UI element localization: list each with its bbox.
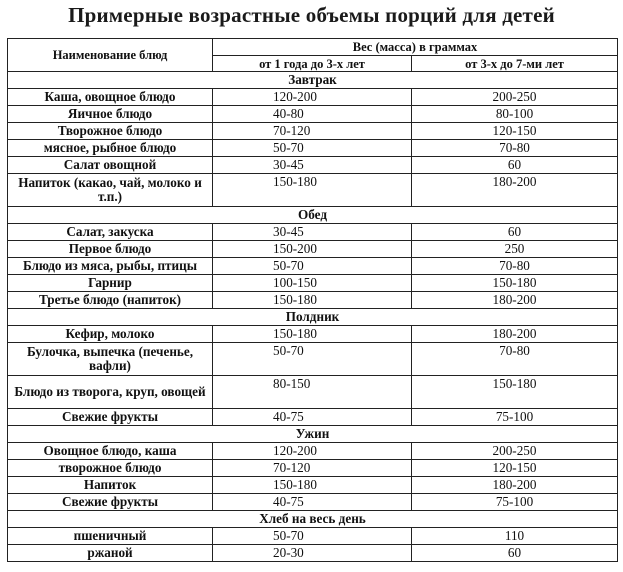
age-3-7-cell: 80-100 [412, 106, 618, 123]
dish-name-cell: Кефир, молоко [8, 326, 213, 343]
age-3-7-cell: 180-200 [412, 174, 618, 207]
dish-name-cell: Гарнир [8, 275, 213, 292]
dish-name-cell: Блюдо из творога, круп, овощей [8, 376, 213, 409]
table-row [8, 174, 618, 207]
table-row [8, 275, 618, 292]
age-3-7-cell: 110 [412, 528, 618, 545]
dish-name-cell: Овощное блюдо, каша [8, 443, 213, 460]
table-header-row [8, 39, 618, 56]
table-row [8, 326, 618, 343]
age-3-7-cell: 60 [412, 224, 618, 241]
table-row [8, 241, 618, 258]
table-row [8, 106, 618, 123]
age-1-3-cell: 150-180 [213, 292, 412, 309]
age-3-7-cell: 70-80 [412, 343, 618, 376]
dish-name-cell: Напиток [8, 477, 213, 494]
dish-name-cell: Напиток (какао, чай, молоко и т.п.) [8, 174, 213, 207]
dish-name-cell: Первое блюдо [8, 241, 213, 258]
table-row [8, 224, 618, 241]
section-title: Завтрак [8, 72, 618, 89]
header-dish-name: Наименование блюд [8, 39, 213, 72]
table-row [8, 460, 618, 477]
document-title: Примерные возрастные объемы порций для детей [68, 3, 555, 27]
age-3-7-cell: 75-100 [412, 409, 618, 426]
section-title: Ужин [8, 426, 618, 443]
table-body [8, 72, 618, 562]
section-title: Хлеб на весь день [8, 511, 618, 528]
dish-name-cell: Третье блюдо (напиток) [8, 292, 213, 309]
dish-name-cell: Творожное блюдо [8, 123, 213, 140]
table-row [8, 258, 618, 275]
age-3-7-cell: 75-100 [412, 494, 618, 511]
age-1-3-cell: 70-120 [213, 460, 412, 477]
age-1-3-cell: 30-45 [213, 157, 412, 174]
age-3-7-cell: 120-150 [412, 123, 618, 140]
age-1-3-cell: 120-200 [213, 443, 412, 460]
age-1-3-cell: 50-70 [213, 343, 412, 376]
age-3-7-cell: 180-200 [412, 292, 618, 309]
section-row [8, 309, 618, 326]
table-row [8, 140, 618, 157]
table-row [8, 376, 618, 409]
portion-table [7, 38, 618, 562]
age-3-7-cell: 120-150 [412, 460, 618, 477]
dish-name-cell: Свежие фрукты [8, 494, 213, 511]
age-3-7-cell: 180-200 [412, 326, 618, 343]
dish-name-cell: пшеничный [8, 528, 213, 545]
age-1-3-cell: 50-70 [213, 140, 412, 157]
age-1-3-cell: 150-180 [213, 477, 412, 494]
section-row [8, 511, 618, 528]
age-3-7-cell: 200-250 [412, 89, 618, 106]
age-1-3-cell: 120-200 [213, 89, 412, 106]
dish-name-cell: Свежие фрукты [8, 409, 213, 426]
dish-name-cell: Яичное блюдо [8, 106, 213, 123]
table-row [8, 157, 618, 174]
table-row [8, 443, 618, 460]
age-1-3-cell: 30-45 [213, 224, 412, 241]
age-3-7-cell: 200-250 [412, 443, 618, 460]
age-3-7-cell: 60 [412, 157, 618, 174]
age-3-7-cell: 150-180 [412, 376, 618, 409]
table-row [8, 494, 618, 511]
table-row [8, 89, 618, 106]
section-row [8, 426, 618, 443]
table-row [8, 477, 618, 494]
age-1-3-cell: 150-180 [213, 326, 412, 343]
age-1-3-cell: 80-150 [213, 376, 412, 409]
section-title: Полдник [8, 309, 618, 326]
dish-name-cell: Булочка, выпечка (печенье, вафли) [8, 343, 213, 376]
age-1-3-cell: 70-120 [213, 123, 412, 140]
table-row [8, 123, 618, 140]
age-3-7-cell: 250 [412, 241, 618, 258]
header-age-1-3: от 1 года до 3-х лет [213, 56, 412, 72]
age-1-3-cell: 100-150 [213, 275, 412, 292]
age-3-7-cell: 150-180 [412, 275, 618, 292]
dish-name-cell: Блюдо из мяса, рыбы, птицы [8, 258, 213, 275]
dish-name-cell: Каша, овощное блюдо [8, 89, 213, 106]
dish-name-cell: творожное блюдо [8, 460, 213, 477]
age-3-7-cell: 180-200 [412, 477, 618, 494]
table-row [8, 292, 618, 309]
table-row [8, 545, 618, 562]
section-row [8, 207, 618, 224]
table-row [8, 528, 618, 545]
dish-name-cell: ржаной [8, 545, 213, 562]
age-1-3-cell: 150-200 [213, 241, 412, 258]
table-row [8, 343, 618, 376]
age-1-3-cell: 50-70 [213, 528, 412, 545]
age-1-3-cell: 40-75 [213, 409, 412, 426]
section-title: Обед [8, 207, 618, 224]
dish-name-cell: Салат, закуска [8, 224, 213, 241]
age-3-7-cell: 70-80 [412, 258, 618, 275]
dish-name-cell: Салат овощной [8, 157, 213, 174]
age-3-7-cell: 60 [412, 545, 618, 562]
age-1-3-cell: 40-75 [213, 494, 412, 511]
age-1-3-cell: 40-80 [213, 106, 412, 123]
dish-name-cell: мясное, рыбное блюдо [8, 140, 213, 157]
header-age-3-7: от 3-х до 7-ми лет [412, 56, 618, 72]
table-row [8, 409, 618, 426]
age-1-3-cell: 150-180 [213, 174, 412, 207]
age-1-3-cell: 50-70 [213, 258, 412, 275]
section-row [8, 72, 618, 89]
age-3-7-cell: 70-80 [412, 140, 618, 157]
header-weight: Вес (масса) в граммах [213, 39, 618, 56]
age-1-3-cell: 20-30 [213, 545, 412, 562]
